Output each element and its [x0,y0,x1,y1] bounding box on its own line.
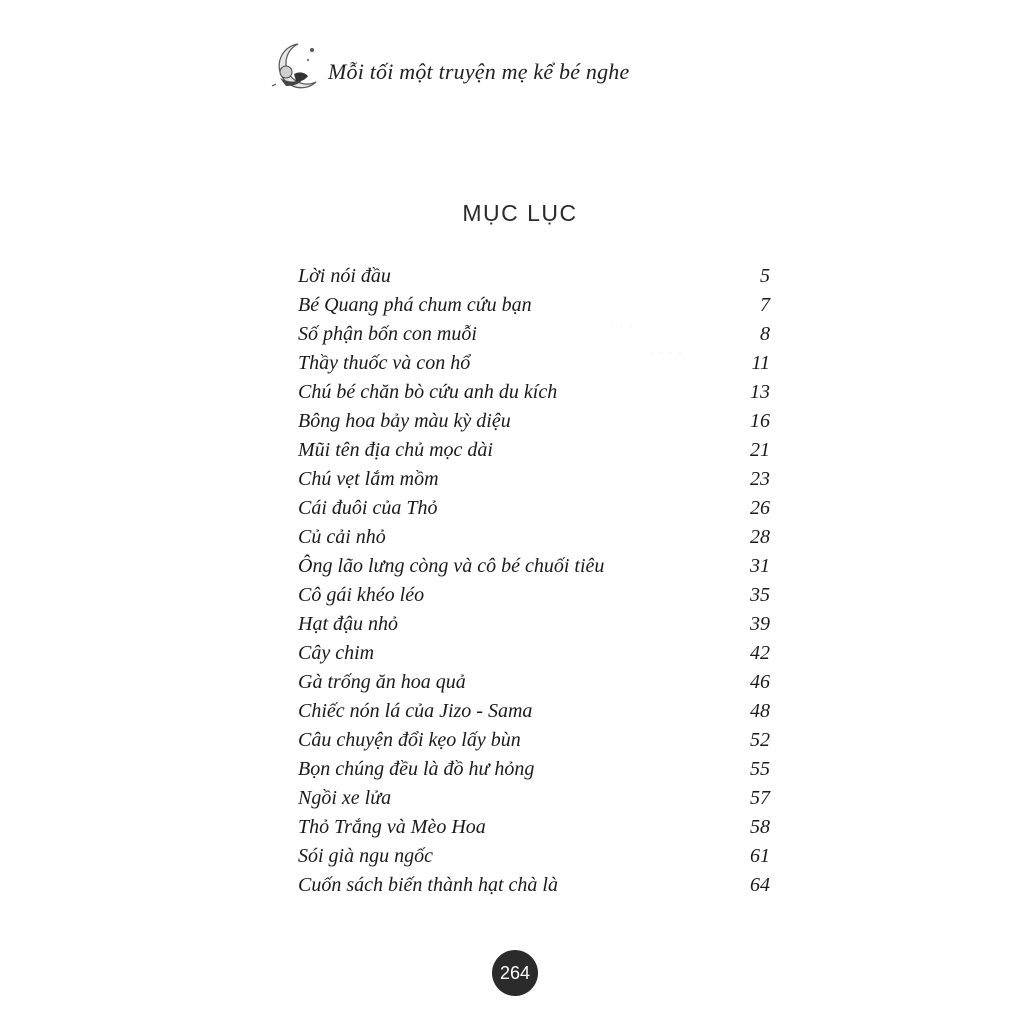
toc-entry-page: 11 [751,352,770,374]
page-number-badge: 264 [492,950,538,996]
toc-entry-page: 58 [750,816,770,838]
toc-entry [298,294,770,323]
toc-entry [298,671,770,700]
toc-entry-title: Chiếc nón lá của Jizo - Sama [298,700,533,722]
moon-with-sleeping-child-icon [268,38,324,94]
toc-entry [298,439,770,468]
bleed-through-mark: · · · · [650,345,683,359]
toc-entry-page: 28 [750,526,770,548]
toc-entry-title: Câu chuyện đổi kẹo lấy bùn [298,729,521,751]
toc-entry [298,323,770,352]
toc-entry [298,555,770,584]
running-header [268,36,629,96]
toc-entry-title: Gà trống ăn hoa quả [298,671,466,693]
toc-entry [298,700,770,729]
toc-entry-page: 57 [750,787,770,809]
toc-entry-title: Ngồi xe lửa [298,787,392,809]
toc-entry [298,642,770,671]
toc-entry-title: Củ cải nhỏ [298,526,386,548]
toc-entry-title: Bông hoa bảy màu kỳ diệu [298,410,511,432]
toc-entry [298,787,770,816]
toc-entry [298,613,770,642]
toc-entry-page: 35 [750,584,770,606]
toc-entry-title: Chú bé chăn bò cứu anh du kích [298,381,558,403]
toc-entry [298,381,770,410]
toc-entry [298,584,770,613]
toc-entry-title: Ông lão lưng còng và cô bé chuối tiêu [298,555,605,577]
toc-entry-page: 26 [750,497,770,519]
toc-entry-page: 31 [750,555,770,577]
bleed-through-mark: · · · [610,318,634,332]
table-of-contents [298,265,770,903]
toc-entry-title: Cuốn sách biến thành hạt chà là [298,874,558,896]
toc-entry [298,845,770,874]
toc-entry [298,410,770,439]
toc-entry [298,816,770,845]
toc-entry-title: Sói già ngu ngốc [298,845,433,867]
toc-entry-title: Thỏ Trắng và Mèo Hoa [298,816,486,838]
toc-entry-page: 64 [750,874,770,896]
toc-entry [298,874,770,903]
toc-entry [298,758,770,787]
toc-entry-title: Bé Quang phá chum cứu bạn [298,294,532,316]
toc-heading: MỤC LỤC [462,200,578,226]
book-series-title: Mỗi tối một truyện mẹ kể bé nghe [328,59,630,84]
toc-entry-title: Cây chim [298,642,375,664]
toc-entry-page: 7 [760,294,770,316]
toc-entry-page: 55 [750,758,770,780]
toc-entry-page: 42 [750,642,770,664]
toc-entry [298,352,770,381]
toc-entry-title: Mũi tên địa chủ mọc dài [298,439,493,461]
toc-entry-page: 48 [750,700,770,722]
toc-entry-title: Lời nói đầu [298,265,391,287]
toc-entry [298,497,770,526]
toc-entry [298,468,770,497]
toc-entry-page: 61 [750,845,770,867]
toc-entry-page: 46 [750,671,770,693]
toc-entry-page: 8 [760,323,770,345]
toc-entry [298,265,770,294]
toc-entry-page: 13 [750,381,770,403]
toc-entry-page: 39 [750,613,770,635]
toc-entry [298,729,770,758]
toc-entry-page: 5 [760,265,770,287]
toc-entry-page: 52 [750,729,770,751]
toc-entry-page: 23 [750,468,770,490]
toc-entry-title: Cô gái khéo léo [298,584,425,606]
toc-entry-title: Bọn chúng đều là đồ hư hỏng [298,758,535,780]
toc-entry-title: Cái đuôi của Thỏ [298,497,438,519]
toc-entry-page: 16 [750,410,770,432]
toc-entry [298,526,770,555]
toc-entry-title: Chú vẹt lắm mồm [298,468,439,490]
toc-entry-page: 21 [750,439,770,461]
toc-entry-title: Thầy thuốc và con hổ [298,352,471,374]
toc-entry-title: Số phận bốn con muỗi [298,323,477,345]
toc-entry-title: Hạt đậu nhỏ [298,613,398,635]
